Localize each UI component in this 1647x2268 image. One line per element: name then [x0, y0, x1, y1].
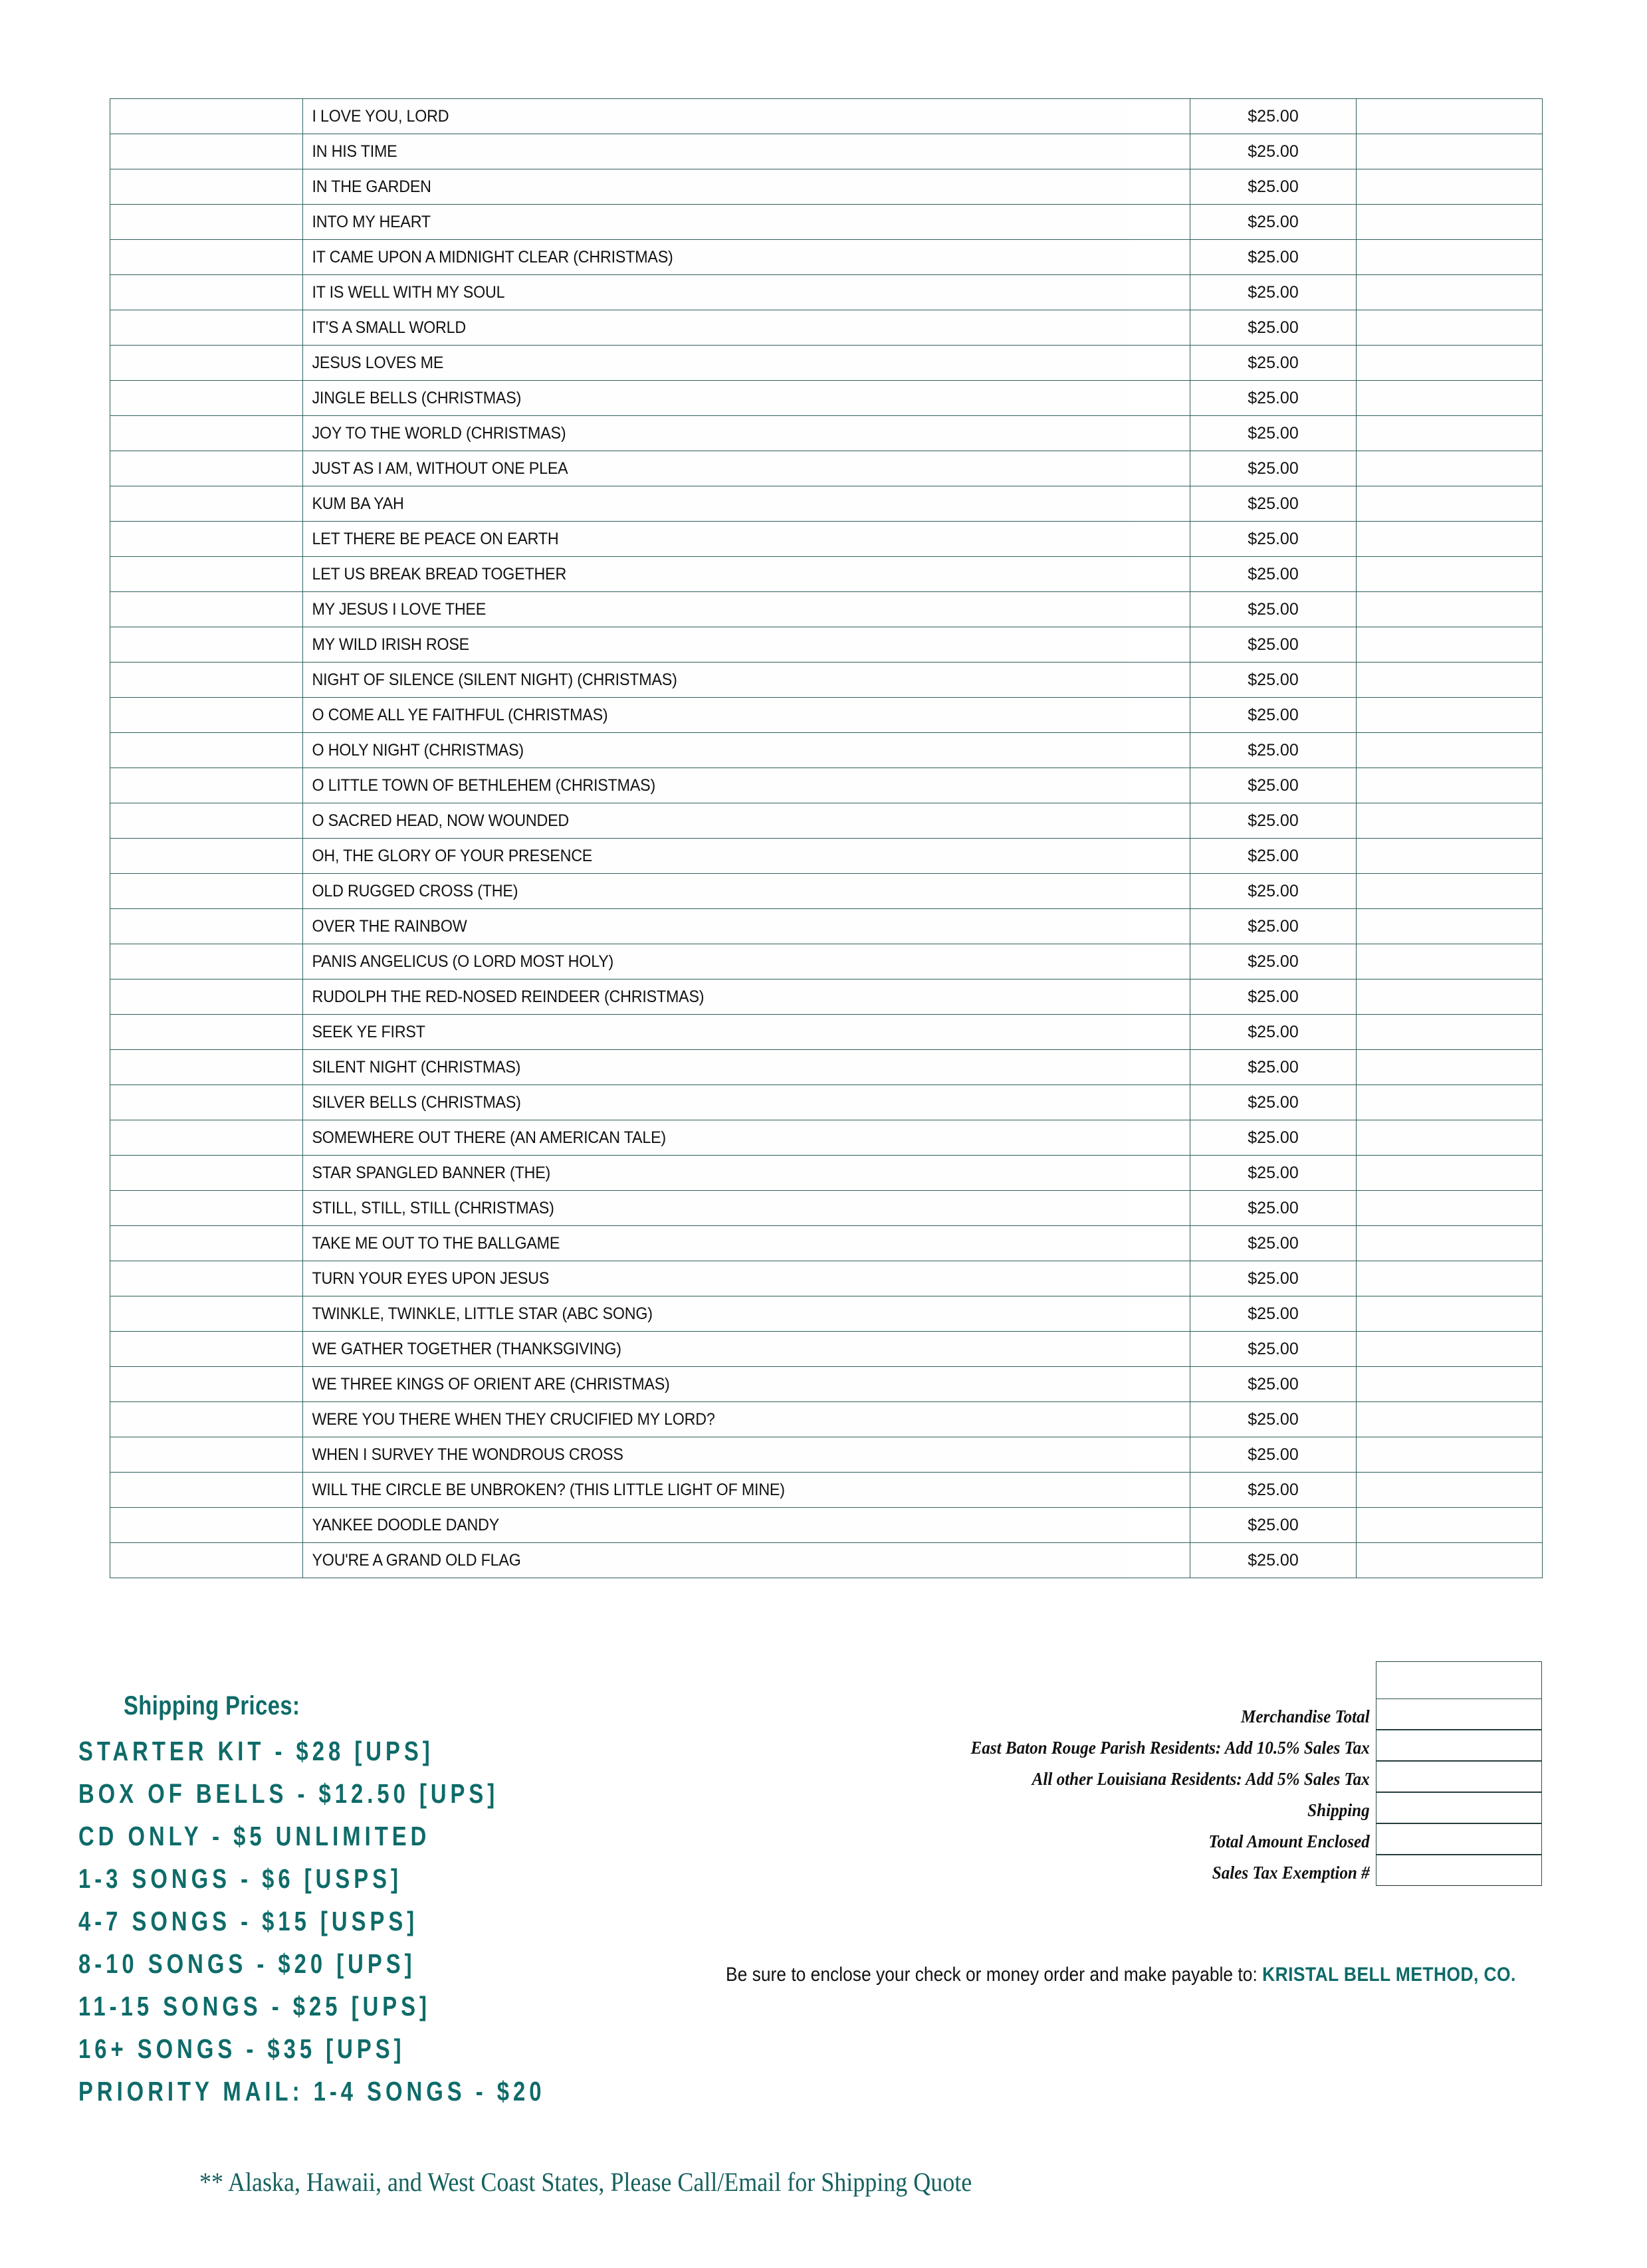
- quantity-cell[interactable]: [110, 874, 303, 909]
- song-price-cell: $25.00: [1190, 1156, 1357, 1191]
- quantity-cell[interactable]: [110, 1332, 303, 1367]
- song-title-cell: IN HIS TIME: [303, 134, 1129, 169]
- song-order-table: [110, 98, 1543, 1578]
- table-row: [110, 627, 1543, 663]
- song-price-cell: $25.00: [1190, 1473, 1357, 1508]
- song-title-cell: TURN YOUR EYES UPON JESUS: [303, 1261, 1129, 1296]
- line-total-cell[interactable]: [1357, 1402, 1543, 1437]
- song-price-cell: $25.00: [1190, 627, 1357, 663]
- line-total-cell[interactable]: [1357, 803, 1543, 839]
- song-price-cell: $25.00: [1190, 381, 1357, 416]
- totals-value-box[interactable]: [1376, 1730, 1542, 1761]
- quantity-cell[interactable]: [110, 169, 303, 205]
- song-price-cell: $25.00: [1190, 275, 1357, 310]
- song-title-cell: OVER THE RAINBOW: [303, 909, 1129, 944]
- quantity-cell[interactable]: [110, 1296, 303, 1332]
- song-title-cell: WE THREE KINGS OF ORIENT ARE (CHRISTMAS): [303, 1367, 1129, 1402]
- table-row: [110, 486, 1543, 522]
- song-price-cell: $25.00: [1190, 522, 1357, 557]
- quantity-cell[interactable]: [110, 803, 303, 839]
- totals-label: Shipping: [1307, 1800, 1370, 1820]
- shipping-price-line: STARTER KIT - $28 [UPS]: [78, 1736, 434, 1766]
- line-total-cell[interactable]: [1357, 663, 1543, 698]
- song-price-cell: $25.00: [1190, 839, 1357, 874]
- quantity-cell[interactable]: [110, 1473, 303, 1508]
- song-price-cell: $25.00: [1190, 1437, 1357, 1473]
- shipping-prices-block: [78, 1691, 843, 2107]
- line-total-cell[interactable]: [1357, 416, 1543, 451]
- line-total-cell[interactable]: [1357, 979, 1543, 1015]
- quantity-cell[interactable]: [110, 733, 303, 768]
- song-price-cell: $25.00: [1190, 803, 1357, 839]
- shipping-price-line: 4-7 SONGS - $15 [USPS]: [78, 1906, 419, 1936]
- table-row: [110, 99, 1543, 134]
- totals-row: [857, 1823, 1542, 1855]
- song-title-cell: JUST AS I AM, WITHOUT ONE PLEA: [303, 451, 1129, 486]
- line-total-cell[interactable]: [1357, 1085, 1543, 1120]
- song-title-cell: SOMEWHERE OUT THERE (AN AMERICAN TALE): [303, 1120, 1129, 1156]
- table-row: [110, 346, 1543, 381]
- song-price-cell: $25.00: [1190, 874, 1357, 909]
- song-price-cell: $25.00: [1190, 1367, 1357, 1402]
- totals-label: Total Amount Enclosed: [1208, 1831, 1370, 1851]
- song-title-cell: JESUS LOVES ME: [303, 346, 1129, 381]
- shipping-price-line: PRIORITY MAIL: 1-4 SONGS - $20: [78, 2076, 546, 2107]
- line-total-cell[interactable]: [1357, 1473, 1543, 1508]
- quantity-cell[interactable]: [110, 909, 303, 944]
- table-row: [110, 698, 1543, 733]
- quantity-cell[interactable]: [110, 99, 303, 134]
- table-row: [110, 1332, 1543, 1367]
- table-row: [110, 1226, 1543, 1261]
- song-title-cell: RUDOLPH THE RED-NOSED REINDEER (CHRISTMAS): [303, 979, 1129, 1015]
- line-total-cell[interactable]: [1357, 1437, 1543, 1473]
- table-row: [110, 1191, 1543, 1226]
- song-price-cell: $25.00: [1190, 663, 1357, 698]
- totals-row: [857, 1730, 1542, 1761]
- song-title-cell: TWINKLE, TWINKLE, LITTLE STAR (ABC SONG): [303, 1296, 1129, 1332]
- line-total-cell[interactable]: [1357, 1120, 1543, 1156]
- song-price-cell: $25.00: [1190, 1402, 1357, 1437]
- totals-panel: [857, 1661, 1542, 1886]
- line-total-cell[interactable]: [1357, 768, 1543, 803]
- quantity-cell[interactable]: [110, 1402, 303, 1437]
- table-row: [110, 381, 1543, 416]
- song-price-cell: $25.00: [1190, 733, 1357, 768]
- totals-row: [857, 1761, 1542, 1792]
- line-total-cell[interactable]: [1357, 451, 1543, 486]
- table-row: [110, 416, 1543, 451]
- totals-label: Sales Tax Exemption #: [1212, 1863, 1370, 1883]
- line-total-cell[interactable]: [1357, 592, 1543, 627]
- table-row: [110, 1156, 1543, 1191]
- line-total-cell[interactable]: [1357, 310, 1543, 346]
- quantity-cell[interactable]: [110, 592, 303, 627]
- line-total-cell[interactable]: [1357, 1050, 1543, 1085]
- song-title-cell: IT CAME UPON A MIDNIGHT CLEAR (CHRISTMAS): [303, 240, 1129, 275]
- quantity-cell[interactable]: [110, 698, 303, 733]
- table-row: [110, 310, 1543, 346]
- table-row: [110, 451, 1543, 486]
- song-title-cell: TAKE ME OUT TO THE BALLGAME: [303, 1226, 1129, 1261]
- line-total-cell[interactable]: [1357, 169, 1543, 205]
- shipping-price-line: 11-15 SONGS - $25 [UPS]: [78, 1991, 431, 2021]
- totals-row: [857, 1699, 1542, 1730]
- line-total-cell[interactable]: [1357, 557, 1543, 592]
- table-row: [110, 944, 1543, 979]
- song-price-cell: $25.00: [1190, 592, 1357, 627]
- song-title-cell: INTO MY HEART: [303, 205, 1129, 240]
- song-price-cell: $25.00: [1190, 1296, 1357, 1332]
- quantity-cell[interactable]: [110, 1543, 303, 1578]
- song-title-cell: IT IS WELL WITH MY SOUL: [303, 275, 1129, 310]
- quantity-cell[interactable]: [110, 134, 303, 169]
- quantity-cell[interactable]: [110, 1156, 303, 1191]
- song-title-cell: JOY TO THE WORLD (CHRISTMAS): [303, 416, 1129, 451]
- song-title-cell: IN THE GARDEN: [303, 169, 1129, 205]
- quantity-cell[interactable]: [110, 1120, 303, 1156]
- line-total-cell[interactable]: [1357, 627, 1543, 663]
- line-total-cell[interactable]: [1357, 1543, 1543, 1578]
- payable-text: Be sure to enclose your check or money order and make payable to:: [726, 1964, 1258, 1986]
- table-row: [110, 557, 1543, 592]
- song-price-cell: $25.00: [1190, 346, 1357, 381]
- song-title-cell: KUM BA YAH: [303, 486, 1129, 522]
- line-total-cell[interactable]: [1357, 1261, 1543, 1296]
- table-row: [110, 205, 1543, 240]
- quantity-cell[interactable]: [110, 1437, 303, 1473]
- table-row: [110, 169, 1543, 205]
- table-row: [110, 275, 1543, 310]
- line-total-cell[interactable]: [1357, 1367, 1543, 1402]
- line-total-cell[interactable]: [1357, 1156, 1543, 1191]
- song-price-cell: $25.00: [1190, 205, 1357, 240]
- table-row: [110, 979, 1543, 1015]
- song-title-cell: WE GATHER TOGETHER (THANKSGIVING): [303, 1332, 1129, 1367]
- line-total-cell[interactable]: [1357, 733, 1543, 768]
- song-price-cell: $25.00: [1190, 979, 1357, 1015]
- song-title-cell: WHEN I SURVEY THE WONDROUS CROSS: [303, 1437, 1129, 1473]
- song-price-cell: $25.00: [1190, 1085, 1357, 1120]
- table-row: [110, 1508, 1543, 1543]
- totals-value-box[interactable]: [1376, 1855, 1542, 1886]
- quantity-cell[interactable]: [110, 310, 303, 346]
- song-price-cell: $25.00: [1190, 1191, 1357, 1226]
- table-row: [110, 839, 1543, 874]
- quantity-cell[interactable]: [110, 1015, 303, 1050]
- quantity-cell[interactable]: [110, 381, 303, 416]
- table-row: [110, 1543, 1543, 1578]
- line-total-cell[interactable]: [1357, 1508, 1543, 1543]
- song-title-cell: O HOLY NIGHT (CHRISTMAS): [303, 733, 1129, 768]
- line-total-cell[interactable]: [1357, 944, 1543, 979]
- quantity-cell[interactable]: [110, 663, 303, 698]
- table-row: [110, 874, 1543, 909]
- totals-value-box[interactable]: [1376, 1792, 1542, 1823]
- quantity-cell[interactable]: [110, 557, 303, 592]
- song-price-cell: $25.00: [1190, 1332, 1357, 1367]
- song-title-cell: O COME ALL YE FAITHFUL (CHRISTMAS): [303, 698, 1129, 733]
- table-row: [110, 1261, 1543, 1296]
- song-price-cell: $25.00: [1190, 768, 1357, 803]
- quantity-cell[interactable]: [110, 275, 303, 310]
- table-row: [110, 733, 1543, 768]
- song-title-cell: OH, THE GLORY OF YOUR PRESENCE: [303, 839, 1129, 874]
- song-title-cell: YOU'RE A GRAND OLD FLAG: [303, 1543, 1129, 1578]
- song-price-cell: $25.00: [1190, 1226, 1357, 1261]
- table-row: [110, 240, 1543, 275]
- song-price-cell: $25.00: [1190, 169, 1357, 205]
- quantity-cell[interactable]: [110, 1261, 303, 1296]
- totals-row: [857, 1792, 1542, 1823]
- line-total-cell[interactable]: [1357, 381, 1543, 416]
- quantity-cell[interactable]: [110, 1226, 303, 1261]
- line-total-cell[interactable]: [1357, 909, 1543, 944]
- line-total-cell[interactable]: [1357, 698, 1543, 733]
- quantity-cell[interactable]: [110, 451, 303, 486]
- table-row: [110, 134, 1543, 169]
- quantity-cell[interactable]: [110, 1367, 303, 1402]
- song-title-cell: LET THERE BE PEACE ON EARTH: [303, 522, 1129, 557]
- song-title-cell: WILL THE CIRCLE BE UNBROKEN? (THIS LITTLE LIGHT OF MINE): [303, 1473, 1129, 1508]
- table-row: [110, 803, 1543, 839]
- quantity-cell[interactable]: [110, 979, 303, 1015]
- payable-company: KRISTAL BELL METHOD, CO.: [1262, 1964, 1516, 1986]
- table-row: [110, 768, 1543, 803]
- table-row: [110, 1120, 1543, 1156]
- table-row: [110, 1473, 1543, 1508]
- quantity-cell[interactable]: [110, 839, 303, 874]
- line-total-cell[interactable]: [1357, 1226, 1543, 1261]
- song-price-cell: $25.00: [1190, 1050, 1357, 1085]
- song-title-cell: O LITTLE TOWN OF BETHLEHEM (CHRISTMAS): [303, 768, 1129, 803]
- quantity-cell[interactable]: [110, 1508, 303, 1543]
- song-price-cell: $25.00: [1190, 451, 1357, 486]
- song-title-cell: STAR SPANGLED BANNER (THE): [303, 1156, 1129, 1191]
- shipping-price-line: 1-3 SONGS - $6 [USPS]: [78, 1863, 402, 1894]
- shipping-price-line: 8-10 SONGS - $20 [UPS]: [78, 1948, 416, 1979]
- table-row: [110, 909, 1543, 944]
- line-total-cell[interactable]: [1357, 346, 1543, 381]
- song-price-cell: $25.00: [1190, 1015, 1357, 1050]
- song-price-cell: $25.00: [1190, 1508, 1357, 1543]
- song-price-cell: $25.00: [1190, 1543, 1357, 1578]
- line-total-cell[interactable]: [1357, 522, 1543, 557]
- line-total-cell[interactable]: [1357, 275, 1543, 310]
- line-total-cell[interactable]: [1357, 839, 1543, 874]
- totals-value-box[interactable]: [1376, 1761, 1542, 1792]
- table-row: [110, 592, 1543, 627]
- table-row: [110, 1402, 1543, 1437]
- line-total-cell[interactable]: [1357, 1191, 1543, 1226]
- song-title-cell: SEEK YE FIRST: [303, 1015, 1129, 1050]
- song-price-cell: $25.00: [1190, 310, 1357, 346]
- line-total-cell[interactable]: [1357, 1296, 1543, 1332]
- song-title-cell: STILL, STILL, STILL (CHRISTMAS): [303, 1191, 1129, 1226]
- table-row: [110, 663, 1543, 698]
- line-total-cell[interactable]: [1357, 205, 1543, 240]
- song-price-cell: $25.00: [1190, 99, 1357, 134]
- song-title-cell: JINGLE BELLS (CHRISTMAS): [303, 381, 1129, 416]
- song-title-cell: PANIS ANGELICUS (O LORD MOST HOLY): [303, 944, 1129, 979]
- quantity-cell[interactable]: [110, 1050, 303, 1085]
- totals-label: Merchandise Total: [1240, 1706, 1370, 1726]
- quantity-cell[interactable]: [110, 627, 303, 663]
- quantity-cell[interactable]: [110, 416, 303, 451]
- quantity-cell[interactable]: [110, 240, 303, 275]
- payable-instruction: [726, 1964, 1516, 1986]
- song-title-cell: NIGHT OF SILENCE (SILENT NIGHT) (CHRISTMAS): [303, 663, 1129, 698]
- line-total-cell[interactable]: [1357, 240, 1543, 275]
- line-total-cell[interactable]: [1357, 134, 1543, 169]
- totals-value-box[interactable]: [1376, 1823, 1542, 1855]
- song-title-cell: MY JESUS I LOVE THEE: [303, 592, 1129, 627]
- totals-top-spacer: [857, 1661, 1542, 1699]
- line-total-cell[interactable]: [1357, 1015, 1543, 1050]
- totals-label: All other Louisiana Residents: Add 5% Sales Tax: [1032, 1769, 1370, 1789]
- line-total-cell[interactable]: [1357, 874, 1543, 909]
- song-title-cell: I LOVE YOU, LORD: [303, 99, 1129, 134]
- table-row: [110, 522, 1543, 557]
- quantity-cell[interactable]: [110, 768, 303, 803]
- line-total-cell[interactable]: [1357, 99, 1543, 134]
- song-title-cell: IT'S A SMALL WORLD: [303, 310, 1129, 346]
- song-price-cell: $25.00: [1190, 1120, 1357, 1156]
- table-row: [110, 1367, 1543, 1402]
- totals-row: [857, 1855, 1542, 1886]
- quantity-cell[interactable]: [110, 1191, 303, 1226]
- song-price-cell: $25.00: [1190, 240, 1357, 275]
- table-row: [110, 1015, 1543, 1050]
- line-total-cell[interactable]: [1357, 1332, 1543, 1367]
- quantity-cell[interactable]: [110, 1085, 303, 1120]
- totals-label: East Baton Rouge Parish Residents: Add 10.5% Sales Tax: [970, 1738, 1370, 1758]
- song-title-cell: MY WILD IRISH ROSE: [303, 627, 1129, 663]
- song-title-cell: SILVER BELLS (CHRISTMAS): [303, 1085, 1129, 1120]
- totals-blank-box[interactable]: [1376, 1661, 1542, 1699]
- quantity-cell[interactable]: [110, 486, 303, 522]
- shipping-prices-heading: Shipping Prices:: [124, 1691, 300, 1720]
- table-row: [110, 1296, 1543, 1332]
- quantity-cell[interactable]: [110, 205, 303, 240]
- song-title-cell: YANKEE DOODLE DANDY: [303, 1508, 1129, 1543]
- song-title-cell: O SACRED HEAD, NOW WOUNDED: [303, 803, 1129, 839]
- song-title-cell: LET US BREAK BREAD TOGETHER: [303, 557, 1129, 592]
- shipping-price-line: BOX OF BELLS - $12.50 [UPS]: [78, 1778, 499, 1809]
- quantity-cell[interactable]: [110, 346, 303, 381]
- line-total-cell[interactable]: [1357, 486, 1543, 522]
- song-title-cell: WERE YOU THERE WHEN THEY CRUCIFIED MY LORD?: [303, 1402, 1129, 1437]
- song-price-cell: $25.00: [1190, 944, 1357, 979]
- song-price-cell: $25.00: [1190, 1261, 1357, 1296]
- shipping-price-line: 16+ SONGS - $35 [UPS]: [78, 2033, 405, 2064]
- totals-value-box[interactable]: [1376, 1699, 1542, 1730]
- song-title-cell: SILENT NIGHT (CHRISTMAS): [303, 1050, 1129, 1085]
- shipping-quote-note: ** Alaska, Hawaii, and West Coast States, Please Call/Email for Shipping Quote: [199, 2167, 972, 2197]
- song-price-cell: $25.00: [1190, 486, 1357, 522]
- shipping-price-line: CD ONLY - $5 UNLIMITED: [78, 1821, 431, 1851]
- quantity-cell[interactable]: [110, 944, 303, 979]
- song-price-cell: $25.00: [1190, 416, 1357, 451]
- song-title-cell: OLD RUGGED CROSS (THE): [303, 874, 1129, 909]
- song-price-cell: $25.00: [1190, 134, 1357, 169]
- quantity-cell[interactable]: [110, 522, 303, 557]
- song-price-cell: $25.00: [1190, 557, 1357, 592]
- song-price-cell: $25.00: [1190, 698, 1357, 733]
- song-price-cell: $25.00: [1190, 909, 1357, 944]
- table-row: [110, 1050, 1543, 1085]
- table-row: [110, 1085, 1543, 1120]
- table-row: [110, 1437, 1543, 1473]
